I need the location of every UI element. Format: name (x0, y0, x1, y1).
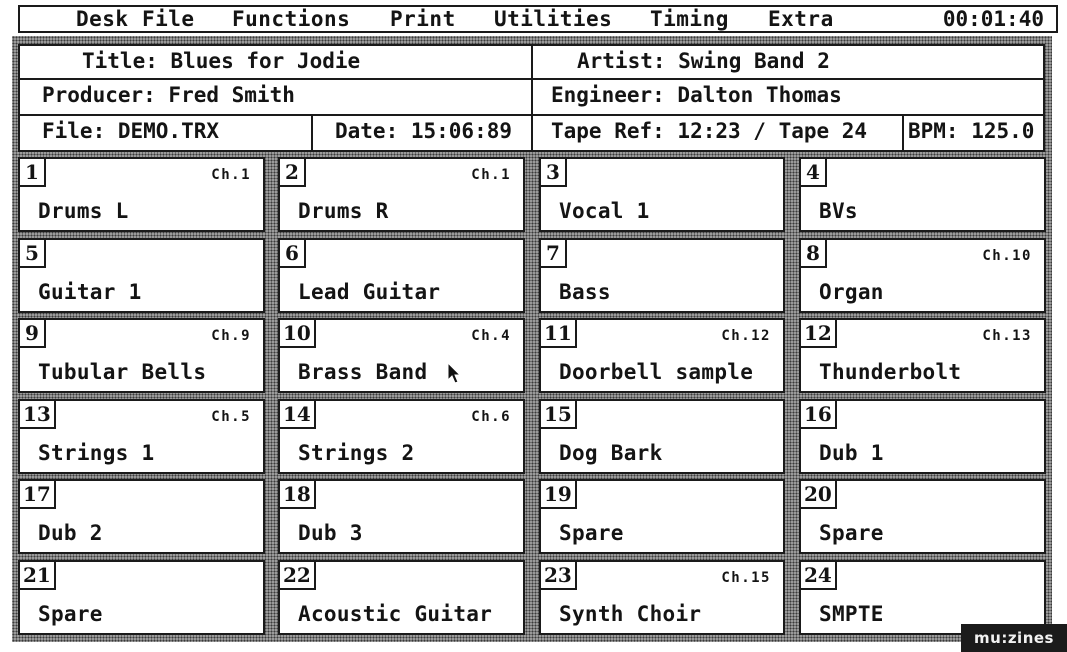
track-channel: Ch.1 (471, 167, 511, 183)
track-16[interactable] (799, 399, 1046, 474)
track-number: 5 (20, 240, 46, 268)
track-name: Drums R (298, 199, 389, 223)
track-3[interactable] (539, 157, 785, 232)
track-name: SMPTE (819, 602, 884, 626)
artist-field[interactable]: Artist: Swing Band 2 (531, 44, 1045, 80)
track-name: Dub 1 (819, 440, 884, 465)
track-channel: Ch.15 (721, 570, 771, 586)
track-2[interactable] (278, 157, 525, 232)
menu-print[interactable]: Print (390, 7, 456, 31)
track-name: Drums L (38, 199, 129, 223)
watermark-badge: mu:zines (961, 624, 1067, 652)
track-number: 20 (801, 481, 837, 509)
track-number: 11 (541, 320, 577, 348)
track-23[interactable] (539, 560, 785, 635)
track-14[interactable] (278, 399, 525, 474)
track-number: 4 (801, 159, 827, 187)
track-11[interactable] (539, 318, 785, 393)
track-number: 18 (280, 481, 316, 509)
track-number: 24 (801, 562, 837, 590)
track-name: Synth Choir (559, 602, 702, 626)
track-number: 15 (541, 401, 577, 429)
track-name: Spare (38, 602, 103, 626)
track-15[interactable] (539, 399, 785, 474)
track-name: Dub 3 (298, 521, 363, 546)
track-name: Strings 2 (298, 440, 415, 465)
track-9[interactable] (18, 318, 265, 393)
track-channel: Ch.1 (211, 167, 251, 183)
track-number: 3 (541, 159, 567, 187)
menu-extra[interactable]: Extra (768, 7, 834, 31)
track-18[interactable] (278, 479, 525, 554)
track-channel: Ch.4 (471, 328, 511, 345)
track-20[interactable] (799, 479, 1046, 554)
track-number: 19 (541, 481, 577, 509)
track-13[interactable] (18, 399, 265, 474)
menu-timing[interactable]: Timing (650, 7, 729, 31)
track-number: 13 (20, 401, 56, 429)
track-10[interactable] (278, 318, 525, 393)
track-number: 17 (20, 481, 56, 509)
bpm-field[interactable]: BPM: 125.0 (902, 114, 1045, 152)
track-name: Doorbell sample (559, 360, 754, 385)
track-8[interactable] (799, 238, 1046, 313)
track-channel: Ch.13 (982, 328, 1032, 345)
track-name: Acoustic Guitar (298, 602, 493, 626)
track-name: Spare (819, 521, 884, 546)
track-name: Thunderbolt (819, 360, 962, 385)
tape-ref-field[interactable]: Tape Ref: 12:23 / Tape 24 (531, 114, 904, 152)
track-number: 16 (801, 401, 837, 429)
engineer-field[interactable]: Engineer: Dalton Thomas (531, 78, 1045, 116)
track-name: Lead Guitar (298, 279, 441, 304)
track-21[interactable] (18, 560, 265, 635)
track-number: 8 (801, 240, 827, 268)
track-number: 2 (280, 159, 306, 187)
track-4[interactable] (799, 157, 1046, 232)
track-number: 10 (280, 320, 316, 348)
track-channel: Ch.6 (471, 408, 511, 425)
track-name: Bass (559, 279, 611, 304)
menu-file[interactable]: File (142, 7, 195, 31)
track-number: 12 (801, 320, 837, 348)
track-22[interactable] (278, 560, 525, 635)
track-name: Strings 1 (38, 440, 155, 465)
track-1[interactable] (18, 157, 265, 232)
track-number: 6 (280, 240, 306, 268)
track-name: Vocal 1 (559, 199, 650, 223)
track-name: Organ (819, 279, 884, 304)
track-5[interactable] (18, 238, 265, 313)
track-number: 22 (280, 562, 316, 590)
track-12[interactable] (799, 318, 1046, 393)
track-channel: Ch.12 (721, 328, 771, 345)
track-number: 21 (20, 562, 56, 590)
track-channel: Ch.10 (982, 247, 1032, 264)
clock-display: 00:01:40 (942, 7, 1044, 31)
track-channel: Ch.5 (211, 408, 251, 425)
track-7[interactable] (539, 238, 785, 313)
mouse-pointer-icon (447, 362, 463, 386)
track-number: 14 (280, 401, 316, 429)
track-channel: Ch.9 (211, 328, 251, 345)
menu-utilities[interactable]: Utilities (494, 7, 613, 31)
track-19[interactable] (539, 479, 785, 554)
track-number: 23 (541, 562, 577, 590)
track-name: Brass Band (298, 360, 428, 385)
producer-field[interactable]: Producer: Fred Smith (18, 78, 533, 116)
file-field[interactable]: File: DEMO.TRX (18, 114, 313, 152)
track-name: Dog Bark (559, 440, 663, 465)
track-name: Dub 2 (38, 521, 103, 546)
menu-desk[interactable]: Desk (76, 7, 129, 31)
date-field[interactable]: Date: 15:06:89 (311, 114, 533, 152)
track-name: Tubular Bells (38, 360, 207, 385)
track-number: 7 (541, 240, 567, 268)
menu-functions[interactable]: Functions (232, 7, 351, 31)
menu-bar (18, 5, 1058, 33)
track-17[interactable] (18, 479, 265, 554)
track-6[interactable] (278, 238, 525, 313)
track-number: 1 (20, 159, 46, 187)
track-name: BVs (819, 199, 858, 223)
track-name: Guitar 1 (38, 279, 142, 304)
track-name: Spare (559, 521, 624, 546)
track-number: 9 (20, 320, 46, 348)
song-title-field[interactable]: Title: Blues for Jodie (18, 44, 533, 80)
